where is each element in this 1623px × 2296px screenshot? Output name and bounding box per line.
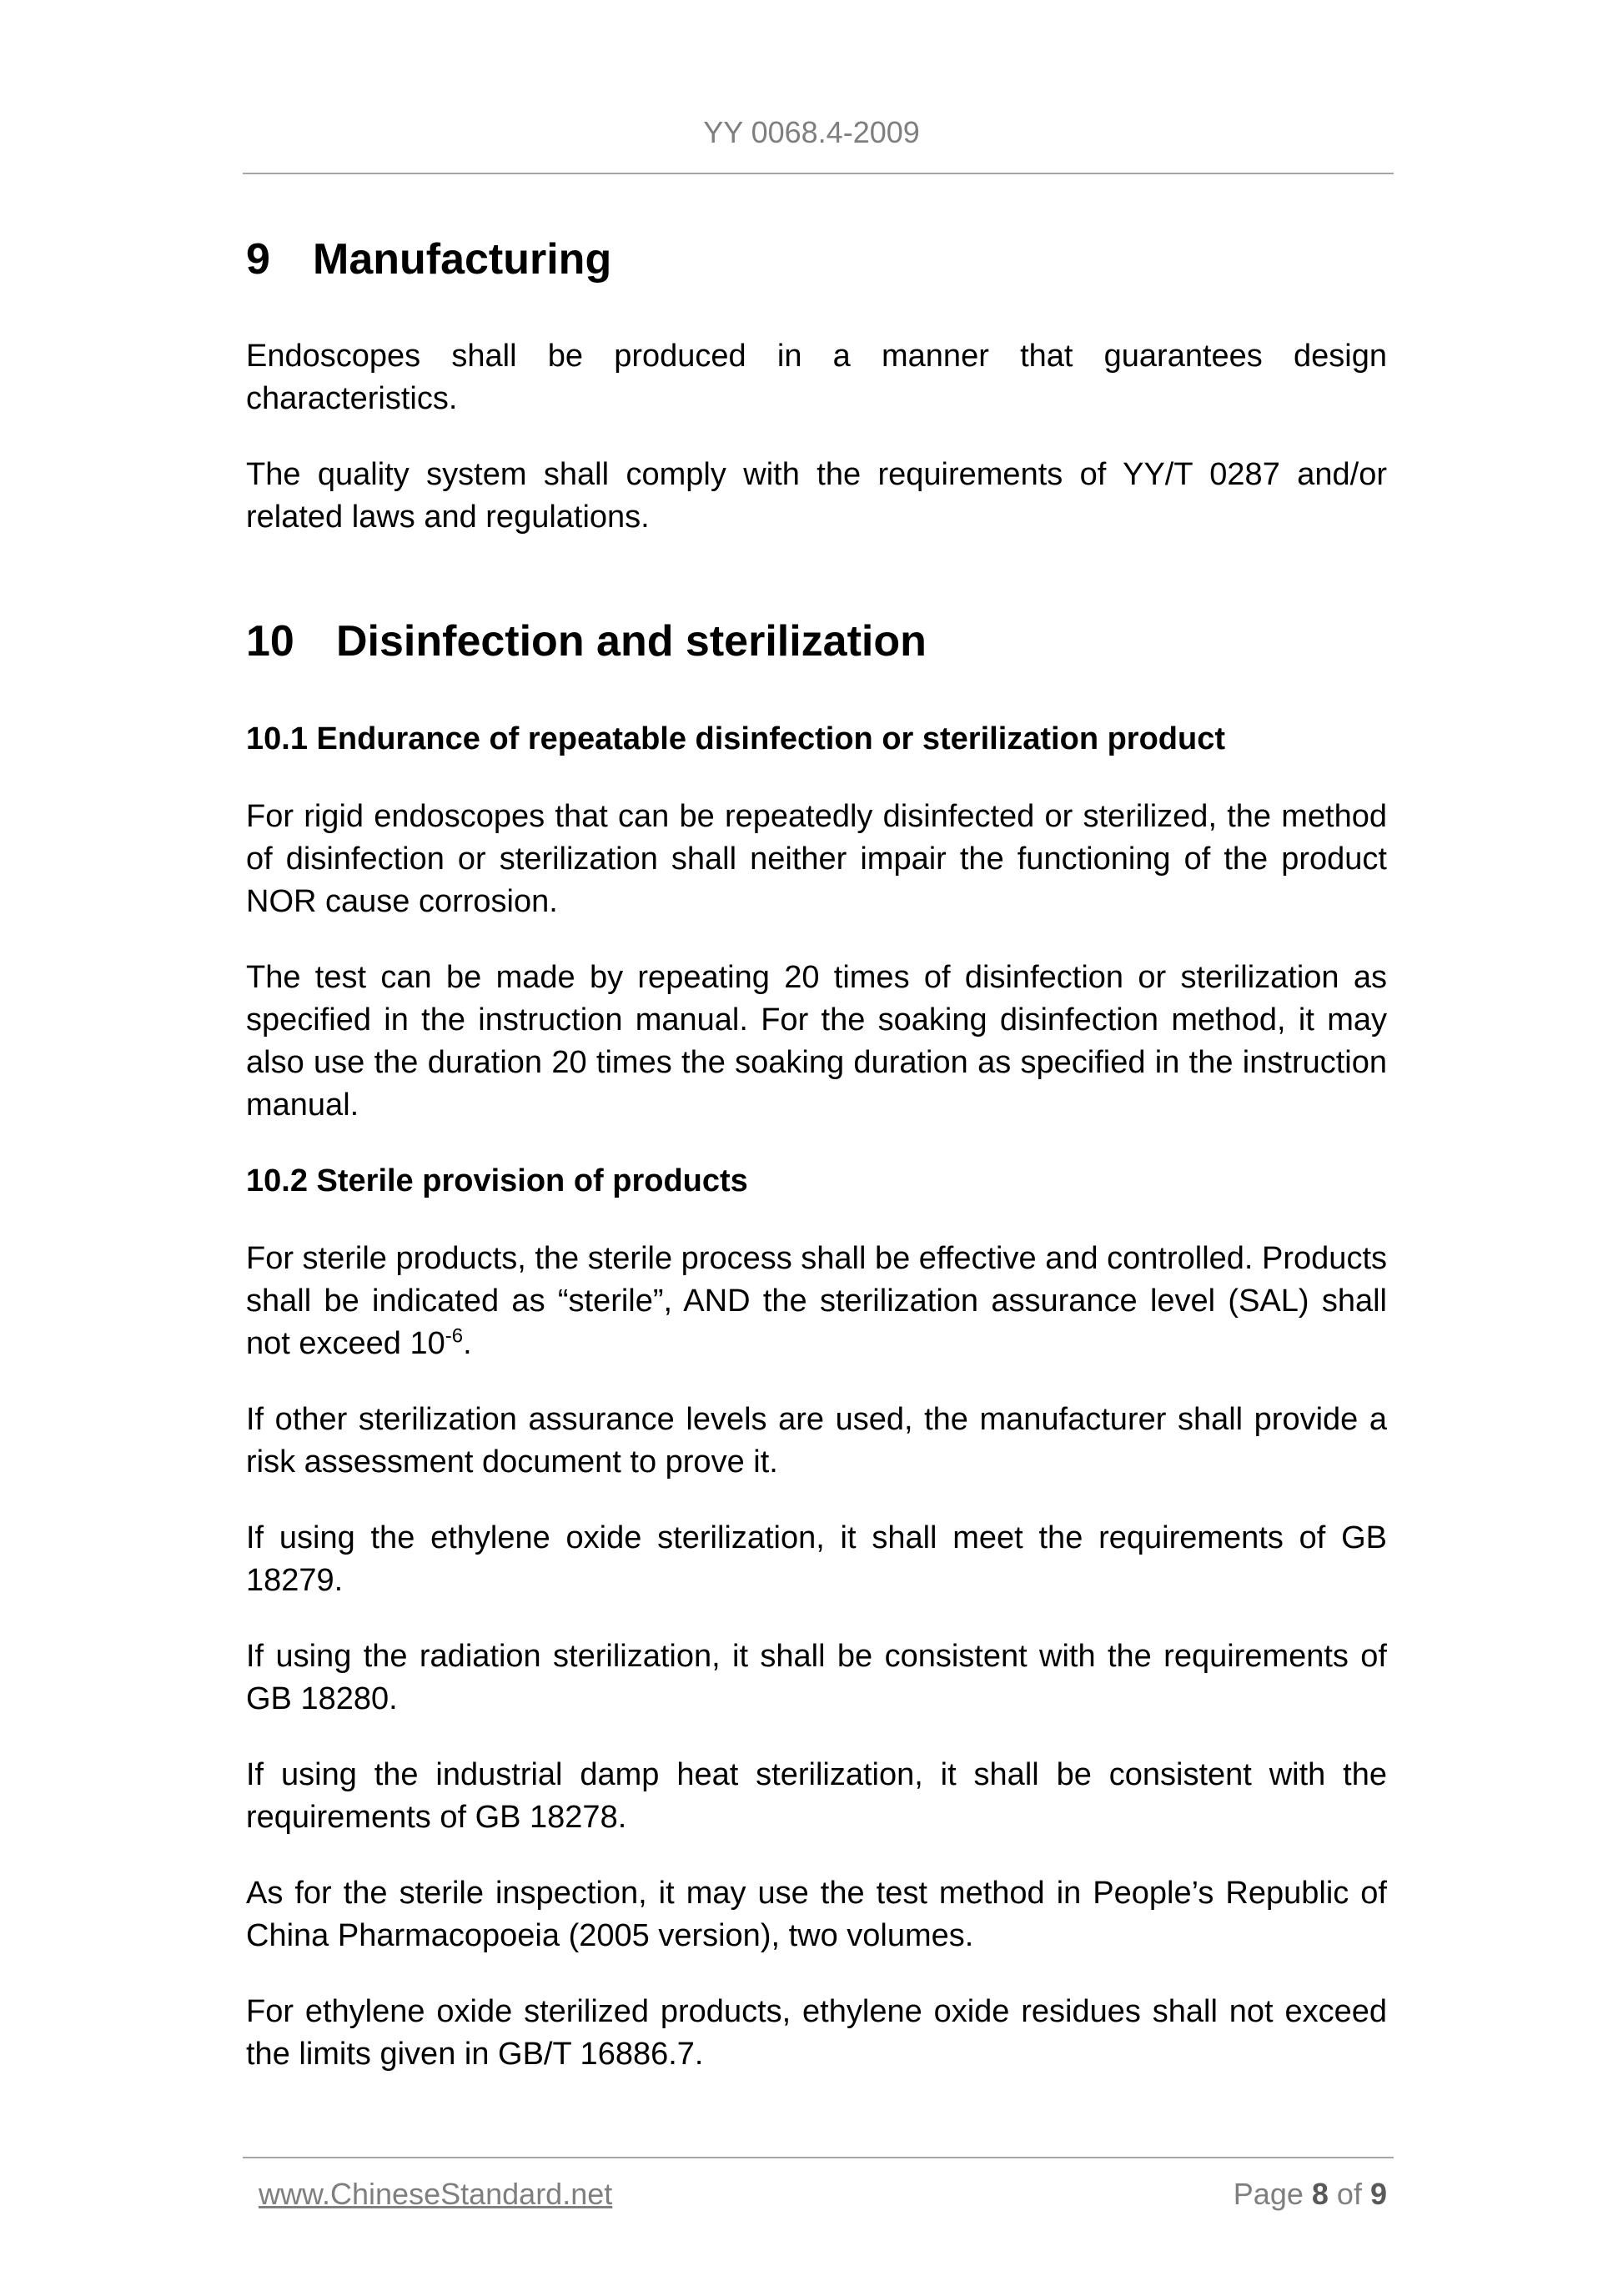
sal-exponent: -6 xyxy=(445,1324,464,1348)
subsection-10-2-heading: 10.2 Sterile provision of products xyxy=(246,1163,748,1199)
section-title: Disinfection and sterilization xyxy=(336,617,927,666)
paragraph: For ethylene oxide sterilized products, ethylene oxide residues shall not exceed the limits given in GB/T 16886.7. xyxy=(246,1994,1387,2072)
paragraph: Endoscopes shall be produced in a manner that guarantees design characteristics. xyxy=(246,339,1387,417)
section-9-heading xyxy=(246,234,1387,285)
section-number: 10 xyxy=(246,617,294,666)
section-title: Manufacturing xyxy=(313,235,612,284)
section-10-heading xyxy=(246,615,1387,667)
page-indicator xyxy=(1234,2177,1387,2212)
page-total: 9 xyxy=(1369,2177,1387,2211)
paragraph: If using the radiation sterilization, it shall be consistent with the requirements of GB 18280. xyxy=(246,1639,1387,1717)
page-prefix: Page xyxy=(1233,2177,1304,2211)
paragraph: If using the industrial damp heat sterilization, it shall be consistent with the requirements of GB 18278. xyxy=(246,1757,1387,1836)
paragraph: As for the sterile inspection, it may use the test method in People’s Republic of China Pharmacopoeia (2005 version), two volumes. xyxy=(246,1876,1387,1954)
page-body xyxy=(246,234,1387,2109)
paragraph-sal xyxy=(246,1238,1387,1365)
footer-divider xyxy=(243,2157,1394,2158)
paragraph: If other sterilization assurance levels are used, the manufacturer shall provide a risk assessment document to prove it. xyxy=(246,1402,1387,1480)
paragraph: For rigid endoscopes that can be repeatedly disinfected or sterilized, the method of disinfection or sterilization shall neither impair the functioning of the product NOR cause corrosion. xyxy=(246,799,1387,920)
page-current: 8 xyxy=(1311,2177,1329,2211)
header-divider xyxy=(243,173,1394,174)
section-number: 9 xyxy=(246,235,270,284)
paragraph: The test can be made by repeating 20 times of disinfection or sterilization as specified in the instruction manual. For the soaking disinfection method, it may also use the duration 20 times the soaking duration as specified in the instruction manual. xyxy=(246,960,1387,1123)
paragraph: The quality system shall comply with the requirements of YY/T 0287 and/or related laws and regulations. xyxy=(246,457,1387,535)
page-of: of xyxy=(1336,2177,1362,2211)
sal-period: . xyxy=(463,1326,472,1362)
subsection-10-1-heading: 10.1 Endurance of repeatable disinfection or sterilization product xyxy=(246,721,1226,756)
document-id-header: YY 0068.4-2009 xyxy=(703,115,920,149)
website-link[interactable]: www.ChineseStandard.net xyxy=(259,2177,613,2211)
sal-text: For sterile products, the sterile process shall be effective and controlled. Products shall be indicated as “sterile”, AND the sterilization assurance level (SAL) shall not exceed 10 xyxy=(246,1241,1387,1362)
paragraph: If using the ethylene oxide sterilization, it shall meet the requirements of GB 18279. xyxy=(246,1520,1387,1599)
